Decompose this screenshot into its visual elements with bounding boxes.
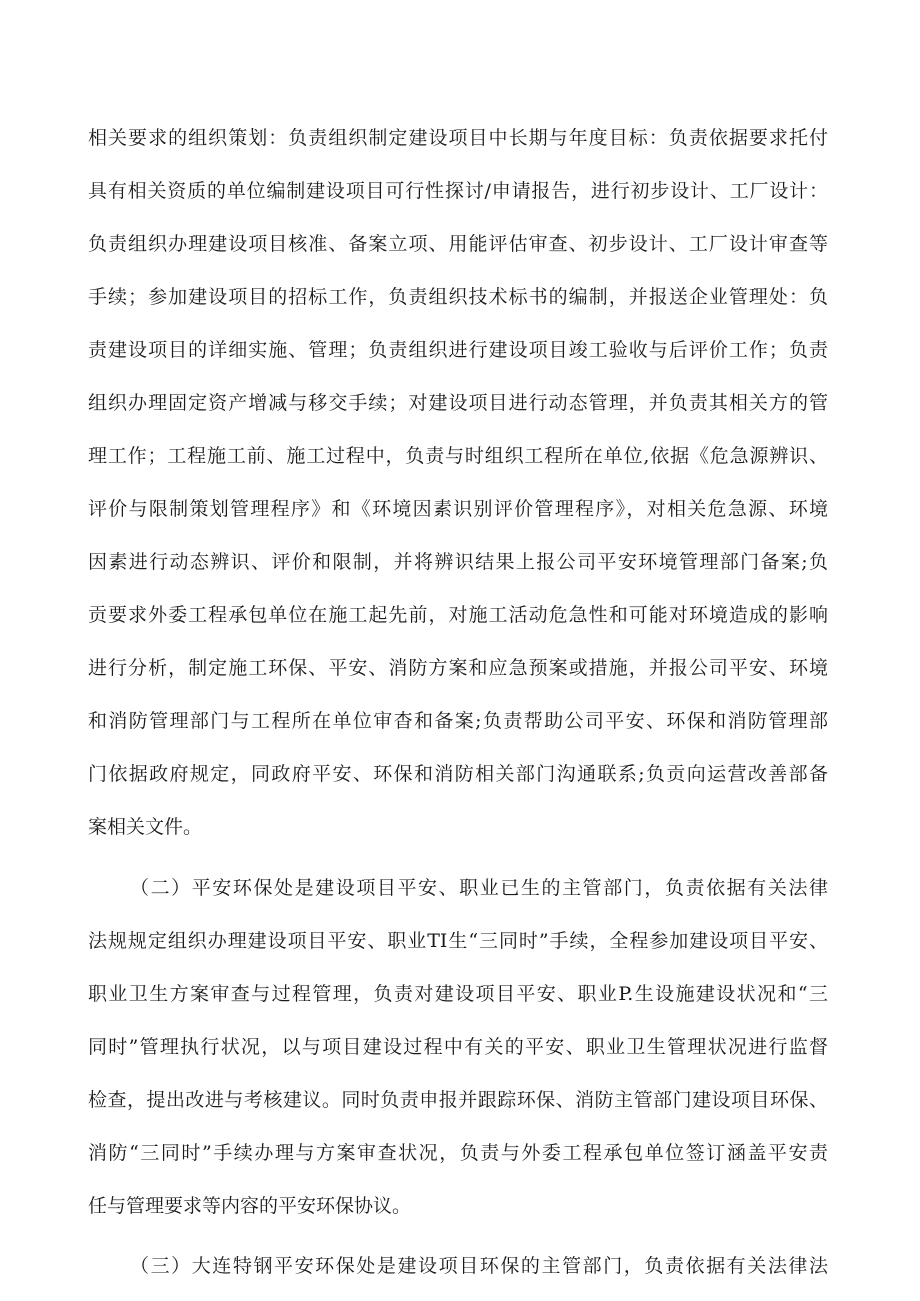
text-line: 相关要求的组织策划：负责组织制定建设项目中长期与年度目标：负责依据要求托付 — [88, 127, 828, 149]
text-line: 消防“三同时”手续办理与方案审查状况，负责与外委工程承包单位签订涵盖平安责 — [88, 1142, 828, 1164]
text-line: 门依据政府规定，同政府平安、环保和消防相关部门沟通联系;负贡向运营改善部备 — [88, 763, 828, 785]
text-line: 进行分析，制定施工环保、平安、消防方案和应急预案或措施，并报公司平安、环境 — [88, 657, 828, 679]
text-line: 任与管理要求等内容的平安环保协议。 — [88, 1195, 412, 1217]
paragraph-heading-line: （二）平安环保处是建设项目平安、职业已生的主管部门，负责依据有关法律 — [130, 877, 828, 899]
text-line: 案相关文件。 — [88, 816, 203, 838]
text-line: 责建设项目的详细实施、管理；负责组织进行建设项目竣工验收与后评价工作；负责 — [88, 339, 828, 361]
text-line: 法规规定组织办理建设项目平安、职业TI生“三同时”手续，全程参加建设项目平安、 — [88, 930, 828, 952]
text-line: 具有相关资质的单位编制建设项目可行性探讨/申请报告，进行初步设计、工厂设计： — [88, 180, 828, 202]
text-line: 负责组织办理建设项目核准、备案立项、用能评估审查、初步设计、工厂设计审查等 — [88, 233, 828, 255]
text-line: 手续；参加建设项目的招标工作，负责组织技术标书的编制，并报送企业管理处：负 — [88, 286, 828, 308]
text-line: 理工作；工程施工前、施工过程中，负责与时组织工程所在单位,依据《危急源辨识、 — [88, 445, 828, 467]
text-line: 检查，提出改进与考核建议。同时负责申报并跟踪环保、消防主管部门建设项目环保、 — [88, 1089, 828, 1111]
paragraph-heading-line: （三）大连特钢平安环保处是建设项目环保的主管部门，负责依据有关法律法 — [130, 1255, 828, 1277]
text-line: 贡要求外委工程承包单位在施工起先前，对施工活动危急性和可能对环境造成的影响 — [88, 604, 828, 626]
text-line: 评价与限制策划管理程序》和《环境因素识别评价管理程序》，对相关危急源、环境 — [88, 498, 828, 520]
text-line: 和消防管理部门与工程所在单位审杳和备案;负责帮助公司平安、环保和消防管理部 — [88, 710, 828, 732]
text-line: 因素进行动态辨识、评价和限制，并将辨识结果上报公司平安环境管理部门备案;负 — [88, 551, 828, 573]
text-line: 职业卫生方案审查与过程管理，负责对建设项目平安、职业P.生设施建设状况和“三 — [88, 983, 828, 1005]
text-line: 组织办理固定资产增减与移交手续；对建设项目进行动态管理，并负责其相关方的管 — [88, 392, 828, 414]
text-line: 同时”管理执行状况，以与项目建设过程中有关的平安、职业卫生管理状况进行监督 — [88, 1036, 828, 1058]
